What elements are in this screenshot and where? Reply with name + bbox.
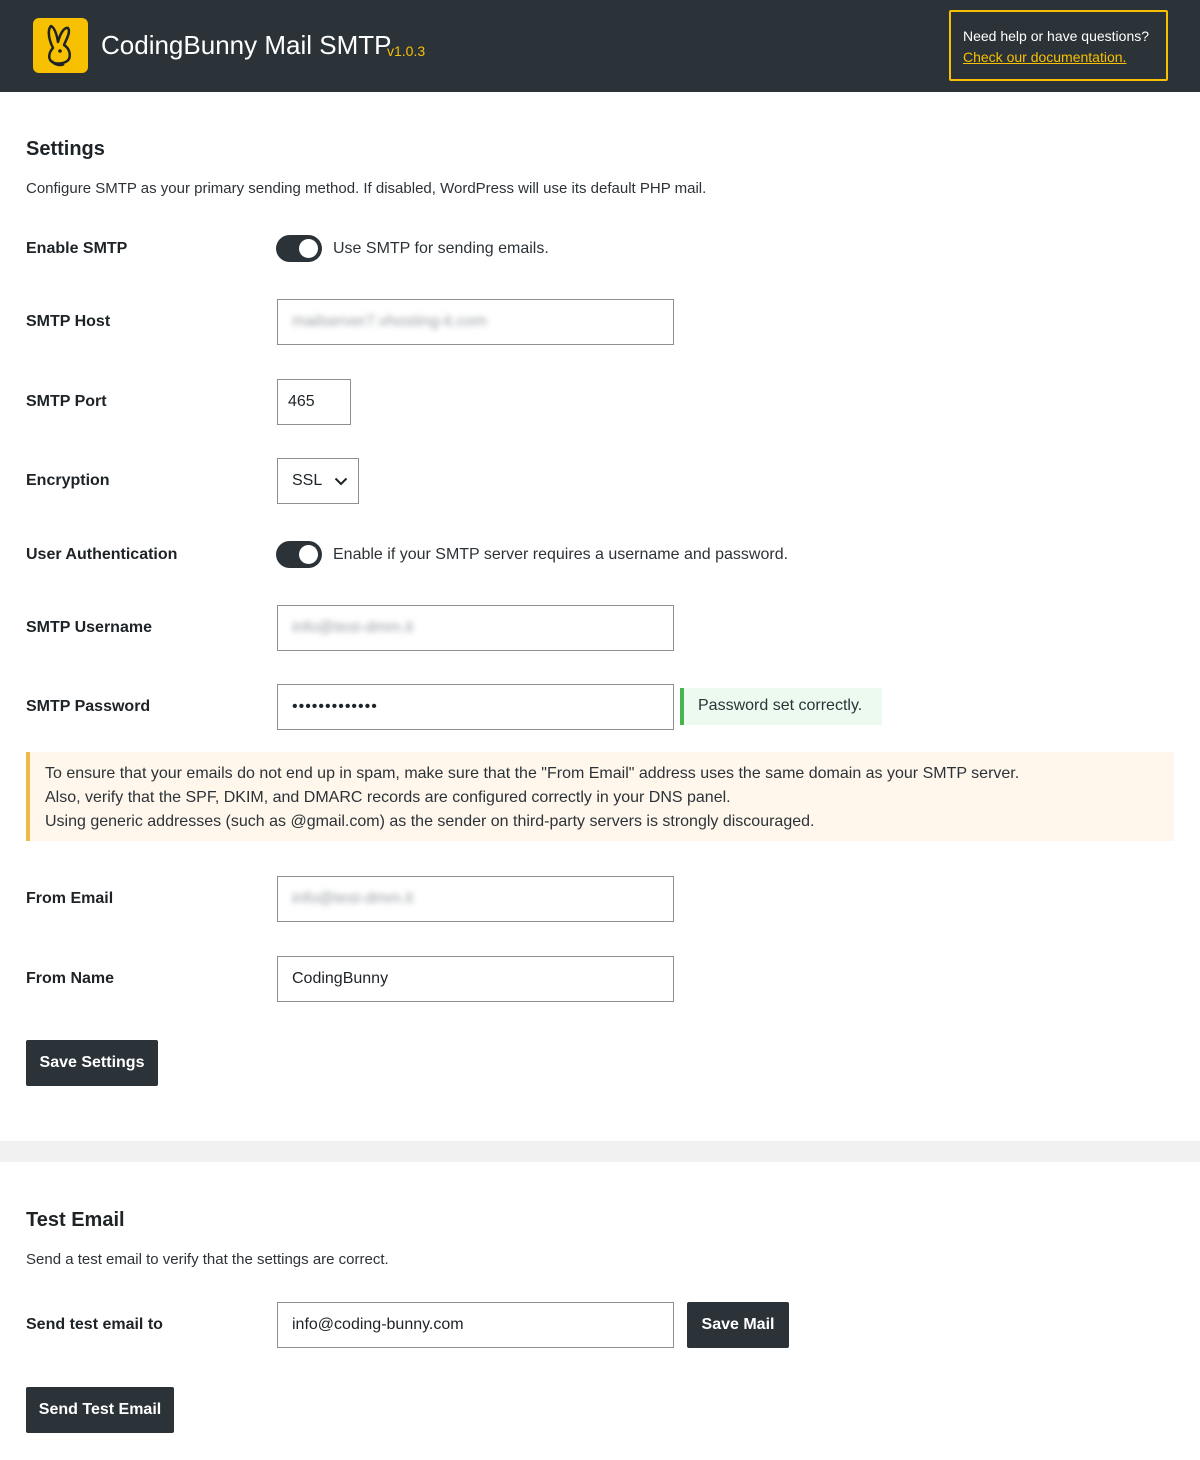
from-email-input[interactable] [277,876,674,922]
smtp-host-value: mailserver7.vhosting-it.com [292,313,487,330]
save-settings-button[interactable]: Save Settings [26,1040,158,1086]
smtp-host-input[interactable] [277,299,674,345]
settings-title: Settings [26,138,105,160]
smtp-username-label: SMTP Username [26,619,152,636]
smtp-password-input[interactable]: ••••••••••••• [277,684,674,730]
smtp-username-value: info@test-dmm.it [292,619,414,636]
test-email-label: Send test email to [26,1316,163,1333]
chevron-down-icon [334,477,348,486]
smtp-username-input[interactable] [277,605,674,651]
app-title: CodingBunny Mail SMTP [101,30,392,60]
send-test-email-button[interactable]: Send Test Email [26,1387,174,1433]
password-status-text: Password set correctly. [698,697,863,714]
app-header [0,0,1200,92]
help-box [949,10,1168,81]
from-name-input[interactable]: CodingBunny [277,956,674,1002]
enable-smtp-label: Enable SMTP [26,240,128,257]
save-mail-button[interactable]: Save Mail [687,1302,789,1348]
encryption-label: Encryption [26,472,110,489]
documentation-link[interactable]: Check our documentation. [963,49,1127,65]
from-name-label: From Name [26,970,115,987]
smtp-password-label: SMTP Password [26,698,151,715]
toggle-knob [299,545,318,564]
toggle-knob [299,239,318,258]
encryption-value: SSL [292,472,323,489]
user-auth-description: Enable if your SMTP server requires a username and password. [333,546,789,563]
version-badge: v1.0.3 [387,43,426,59]
test-email-title: Test Email [26,1209,125,1231]
user-auth-toggle[interactable] [276,541,322,568]
warning-line-3: Using generic addresses (such as @gmail.com) as the sender on third-party servers is strongly discouraged. [45,813,815,830]
bunny-icon [33,18,88,73]
test-email-input[interactable]: info@coding-bunny.com [277,1302,674,1348]
help-text: Need help or have questions? [963,28,1150,44]
smtp-host-label: SMTP Host [26,313,111,330]
from-email-value: info@test-dmm.it [292,890,414,907]
smtp-port-label: SMTP Port [26,393,107,410]
warning-line-1: To ensure that your emails do not end up in spam, make sure that the "From Email" address uses the same domain as your SMTP server. [45,765,1020,782]
from-email-label: From Email [26,890,114,907]
enable-smtp-toggle[interactable] [276,235,322,262]
smtp-port-input[interactable]: 465 [277,379,351,425]
test-email-description: Send a test email to verify that the settings are correct. [26,1251,389,1268]
password-status-notice [680,688,882,725]
warning-line-2: Also, verify that the SPF, DKIM, and DMARC records are configured correctly in your DNS panel. [45,789,731,806]
section-divider [0,1141,1200,1162]
spam-warning-notice [26,752,1174,841]
enable-smtp-description: Use SMTP for sending emails. [333,240,549,257]
settings-description: Configure SMTP as your primary sending method. If disabled, WordPress will use its default PHP mail. [26,180,707,197]
user-auth-label: User Authentication [26,546,178,563]
encryption-select[interactable] [277,458,359,504]
